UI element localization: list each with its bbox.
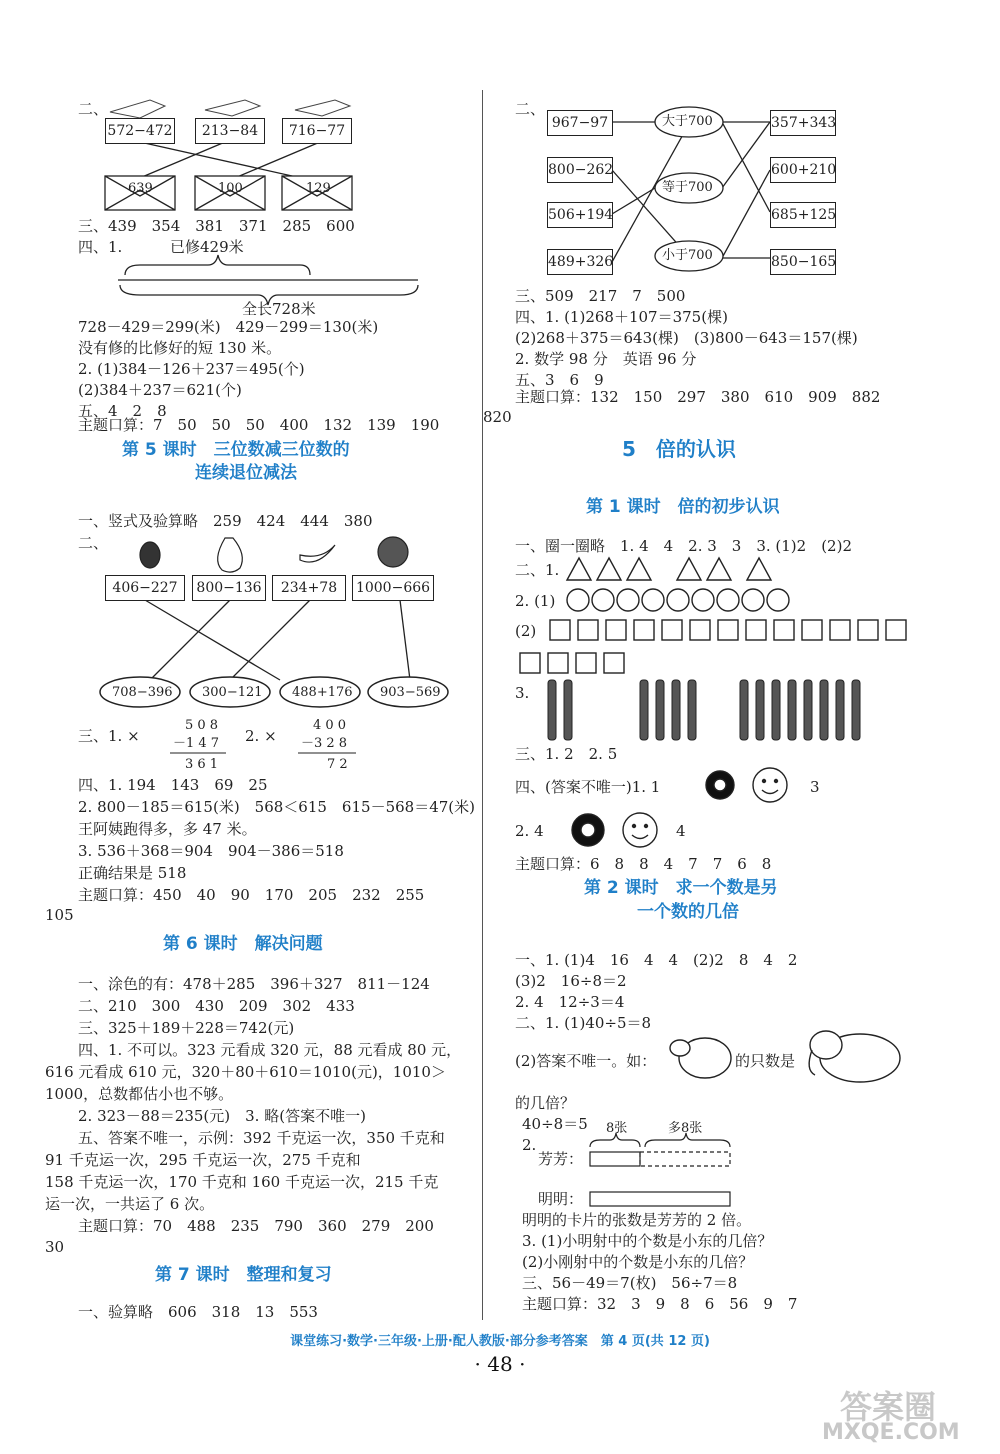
answer-line: (2)小刚射中的个数是小东的几倍？	[522, 1253, 754, 1271]
expr-box: 1000−666	[352, 575, 434, 601]
expr-box: 850−165	[770, 249, 836, 275]
expr-box: 357+343	[770, 110, 836, 136]
stick-row	[548, 680, 860, 740]
triangle-icon	[567, 558, 591, 580]
vertical-calc: 5 0 8	[185, 718, 219, 733]
expr-box: 506+194	[547, 202, 613, 228]
bowl-expr: 300−121	[202, 685, 263, 700]
answer-line: 四、1. 不可以。323 元看成 320 元，88 元看成 80 元，	[78, 1041, 462, 1059]
vertical-calc: 7 2	[327, 757, 348, 772]
section-4-label: 四、1.	[78, 238, 123, 256]
unit-title: 5 倍的认识	[622, 437, 736, 461]
lesson-5-subtitle: 连续退位减法	[195, 463, 297, 483]
answer-line: 二、1.	[515, 561, 560, 579]
vertical-calc: 3 6 1	[185, 757, 219, 772]
answer-line: 3. 536＋368＝904 904－386＝518	[78, 842, 344, 860]
watermelon-icon	[378, 537, 408, 567]
lesson-2-subtitle: 一个数的几倍	[637, 902, 739, 922]
match-line	[145, 600, 280, 680]
expr-box: 406−227	[105, 575, 185, 601]
square-icon	[548, 653, 568, 673]
stick-icon	[756, 680, 764, 740]
kousuan-line: 主题口算：450 40 90 170 205 232 255	[78, 886, 425, 904]
square-icon	[886, 620, 906, 640]
answer-line: 王阿姨跑得多，多 47 米。	[78, 820, 257, 838]
answer-line: 三、1. ×	[78, 727, 140, 745]
answer-line: 运一次，一共运了 6 次。	[45, 1195, 215, 1213]
kousuan-line: 主题口算：32 3 9 8 6 56 9 7	[522, 1295, 798, 1313]
square-icon	[802, 620, 822, 640]
triangle-icon	[707, 558, 731, 580]
match-line	[135, 142, 225, 180]
section-3: 三、439 354 381 371 285 600	[78, 217, 355, 235]
column-divider	[482, 90, 483, 1320]
stick-icon	[564, 680, 572, 740]
answer-line: 一、圈一圈略 1. 4 4 2. 3 3 3. (1)2 (2)2	[515, 537, 852, 555]
match-line	[230, 142, 320, 180]
answer-line: 3. (1)小明射中的个数是小东的几倍？	[522, 1232, 773, 1250]
answer-line: 正确结果是 518	[78, 864, 187, 882]
answer-line: 三、1. 2 2. 5	[515, 745, 618, 763]
section-2-label: 二、	[515, 100, 546, 118]
vertical-calc: －3 2 8	[301, 736, 348, 751]
expr-box: 800−262	[547, 157, 613, 183]
fang-bar-extra	[640, 1152, 730, 1166]
expr-box: 716−77	[282, 118, 352, 144]
answer-line: 四、(答案不唯一)1. 1	[515, 778, 661, 796]
stick-icon	[788, 680, 796, 740]
lesson-5-title: 第 5 课时 三位数减三位数的	[122, 440, 350, 460]
circle-icon	[742, 589, 764, 611]
section-2-label: 二、	[78, 100, 109, 118]
square-icon	[576, 653, 596, 673]
ming-bar	[590, 1192, 730, 1206]
vertical-calc: －1 4 7	[173, 736, 220, 751]
square-icon	[578, 620, 598, 640]
answer-line: (2)	[515, 622, 537, 640]
answer-line: 40÷8＝5	[522, 1115, 588, 1133]
answer-line: 2. (1)384－126＋237＝495(个)	[78, 360, 305, 378]
triangle-icon	[677, 558, 701, 580]
circle-icon	[667, 589, 689, 611]
banana-icon	[300, 545, 335, 562]
answer-line: 3	[810, 778, 820, 796]
total-length-label: 全长728米	[242, 300, 316, 318]
bowl-expr: 708−396	[112, 685, 173, 700]
answer-line: 四、1. 194 143 69 25	[78, 776, 268, 794]
square-icon	[746, 620, 766, 640]
triangle-row	[567, 558, 771, 580]
brace-label: 8张	[606, 1121, 628, 1136]
kousuan-wrap: 105	[45, 906, 74, 924]
square-icon	[604, 653, 624, 673]
stick-icon	[548, 680, 556, 740]
answer-line: 2. 800－185＝615(米) 568＜615 615－568＝47(米)	[78, 798, 475, 816]
answer-line: 一、验算略 606 318 13 553	[78, 1303, 318, 1321]
expr-box: 800−136	[192, 575, 266, 601]
circle-icon	[692, 589, 714, 611]
answer-line: 2. 4	[515, 822, 544, 840]
envelope-value: 129	[306, 181, 331, 196]
answer-line: 三、509 217 7 500	[515, 287, 686, 305]
stick-icon	[772, 680, 780, 740]
answer-line: 没有修的比修好的短 130 米。	[78, 339, 282, 357]
triangle-icon	[747, 558, 771, 580]
bowl-expr: 903−569	[380, 685, 441, 700]
kousuan-line: 主题口算：6 8 8 4 7 7 6 8	[515, 855, 772, 873]
stick-icon	[688, 680, 696, 740]
oval-label: 等于700	[662, 180, 713, 195]
answer-line: 2. (1)	[515, 592, 556, 610]
answer-line: 4	[676, 822, 686, 840]
match-line	[612, 188, 655, 214]
answer-line: (2)384＋237＝621(个)	[78, 381, 242, 399]
kousuan-wrap: 30	[45, 1238, 65, 1256]
answer-line: (2)268＋375＝643(棵) (3)800－643＝157(棵)	[515, 329, 858, 347]
answer-line: 158 千克运一次，170 千克和 160 千克运一次，215 千克	[45, 1173, 439, 1191]
stick-icon	[836, 680, 844, 740]
answer-line: 三、56－49＝7(枚) 56÷7＝8	[522, 1274, 738, 1292]
kousuan-line: 主题口算：132 150 297 380 610 909 882	[515, 388, 881, 406]
bird-icon	[110, 100, 165, 118]
match-line	[400, 600, 410, 680]
triangle-icon	[597, 558, 621, 580]
circle-icon	[617, 589, 639, 611]
bar-label: 芳芳：	[538, 1150, 584, 1168]
answer-line: 三、325＋189＋228＝742(元)	[78, 1019, 295, 1037]
answer-line: 2. 数学 98 分 英语 96 分	[515, 350, 697, 368]
stick-icon	[640, 680, 648, 740]
square-icon	[830, 620, 850, 640]
strawberry-icon	[140, 542, 160, 568]
lesson-2-title: 第 2 课时 求一个数是另	[584, 878, 778, 898]
square-icon	[774, 620, 794, 640]
match-line	[722, 122, 770, 188]
smile-icon	[623, 813, 657, 847]
square-icon	[634, 620, 654, 640]
watermark-url: MXQE.COM	[822, 1420, 960, 1445]
answer-line: (3)2 16÷8＝2	[515, 972, 627, 990]
answer-line: 2.	[522, 1136, 537, 1154]
answer-line: 91 千克运一次，295 千克运一次，275 千克和	[45, 1151, 361, 1169]
answer-line: 明明的卡片的张数是芳芳的 2 倍。	[522, 1211, 752, 1229]
bowl-expr: 488+176	[292, 685, 353, 700]
envelope-value: 100	[218, 181, 243, 196]
envelope-value: 639	[128, 181, 153, 196]
square-icon	[662, 620, 682, 640]
oval-label: 大于700	[662, 114, 713, 129]
square-icon	[606, 620, 626, 640]
circle-icon	[567, 589, 589, 611]
lesson-1-title: 第 1 课时 倍的初步认识	[586, 497, 780, 517]
expr-box: 234+78	[272, 575, 346, 601]
fang-bar	[590, 1152, 640, 1166]
circle-icon	[717, 589, 739, 611]
stick-icon	[852, 680, 860, 740]
answer-line: 五、3 6 9	[515, 371, 604, 389]
answer-line: 二、1. (1)40÷5＝8	[515, 1014, 652, 1032]
square-row	[520, 620, 906, 673]
bird-icon	[205, 100, 260, 116]
stick-icon	[804, 680, 812, 740]
kousuan-line: 主题口算：7 50 50 50 400 132 139 190	[78, 416, 440, 434]
kousuan-wrap: 820	[483, 408, 512, 426]
stick-icon	[820, 680, 828, 740]
brace-label: 多8张	[668, 1121, 703, 1136]
lesson-7-title: 第 7 课时 整理和复习	[155, 1265, 332, 1285]
answer-line: 四、1. (1)268＋107＝375(棵)	[515, 308, 728, 326]
triangle-icon	[627, 558, 651, 580]
answer-line: 1000，总数都估小也不够。	[45, 1085, 234, 1103]
match-line	[140, 142, 310, 180]
answer-line: 五、答案不唯一，示例：392 千克运一次，350 千克和	[78, 1129, 445, 1147]
expr-box: 600+210	[770, 157, 836, 183]
match-line	[230, 600, 310, 680]
circle-icon	[642, 589, 664, 611]
answer-line: 2. 4 12÷3＝4	[515, 993, 625, 1011]
vertical-calc: 4 0 0	[313, 718, 347, 733]
page-number: · 48 ·	[474, 1352, 526, 1376]
square-icon	[520, 653, 540, 673]
stick-icon	[740, 680, 748, 740]
expr-box: 685+125	[770, 202, 836, 228]
watermark-logo: 答案圈	[840, 1388, 937, 1426]
answer-line: 的只数是	[735, 1052, 796, 1070]
answer-line: 一、1. (1)4 16 4 4 (2)2 8 4 2	[515, 951, 798, 969]
expr-box: 572−472	[105, 118, 175, 144]
brace-fixed	[125, 255, 310, 275]
match-line	[722, 170, 770, 258]
answer-line: 2. ×	[245, 727, 277, 745]
expr-box: 967−97	[547, 110, 613, 136]
answer-line: (2)答案不唯一。如：	[515, 1052, 657, 1070]
answer-line: 二、	[78, 534, 109, 552]
answer-line: 728－429＝299(米) 429－299＝130(米)	[78, 318, 379, 336]
footer-caption: 课堂练习·数学·三年级·上册·配人教版·部分参考答案 第 4 页(共 12 页)	[290, 1334, 710, 1349]
match-line	[722, 122, 770, 212]
circle-icon	[767, 589, 789, 611]
answer-line: 的几倍？	[515, 1094, 576, 1112]
answer-line: 二、210 300 430 209 302 433	[78, 997, 355, 1015]
pear-icon	[218, 538, 243, 572]
kousuan-line: 主题口算：70 488 235 790 360 279 200	[78, 1217, 434, 1235]
expr-box: 489+326	[547, 249, 613, 275]
square-icon	[718, 620, 738, 640]
answer-line: 616 元看成 610 元，320＋80＋610＝1010(元)，1010＞	[45, 1063, 446, 1081]
match-line	[150, 600, 230, 680]
square-icon	[550, 620, 570, 640]
answer-line: 一、竖式及验算略 259 424 444 380	[78, 512, 373, 530]
square-icon	[858, 620, 878, 640]
answer-line: 一、涂色的有：478＋285 396＋327 811－124	[78, 975, 430, 993]
lesson-6-title: 第 6 课时 解决问题	[163, 934, 323, 954]
answer-line: 2. 323－88＝235(元) 3. 略(答案不唯一)	[78, 1107, 366, 1125]
stick-icon	[672, 680, 680, 740]
fixed-length-label: 已修429米	[170, 238, 244, 256]
stick-icon	[656, 680, 664, 740]
square-icon	[690, 620, 710, 640]
circle-icon	[592, 589, 614, 611]
bar-label: 明明：	[538, 1190, 584, 1208]
expr-box: 213−84	[195, 118, 265, 144]
bird-icon	[295, 100, 350, 116]
circle-row	[567, 589, 789, 611]
answer-line: 3.	[515, 684, 530, 702]
section-5: 五、4 2 8	[78, 402, 167, 420]
smile-icon	[753, 768, 787, 802]
oval-label: 小于700	[662, 248, 713, 263]
